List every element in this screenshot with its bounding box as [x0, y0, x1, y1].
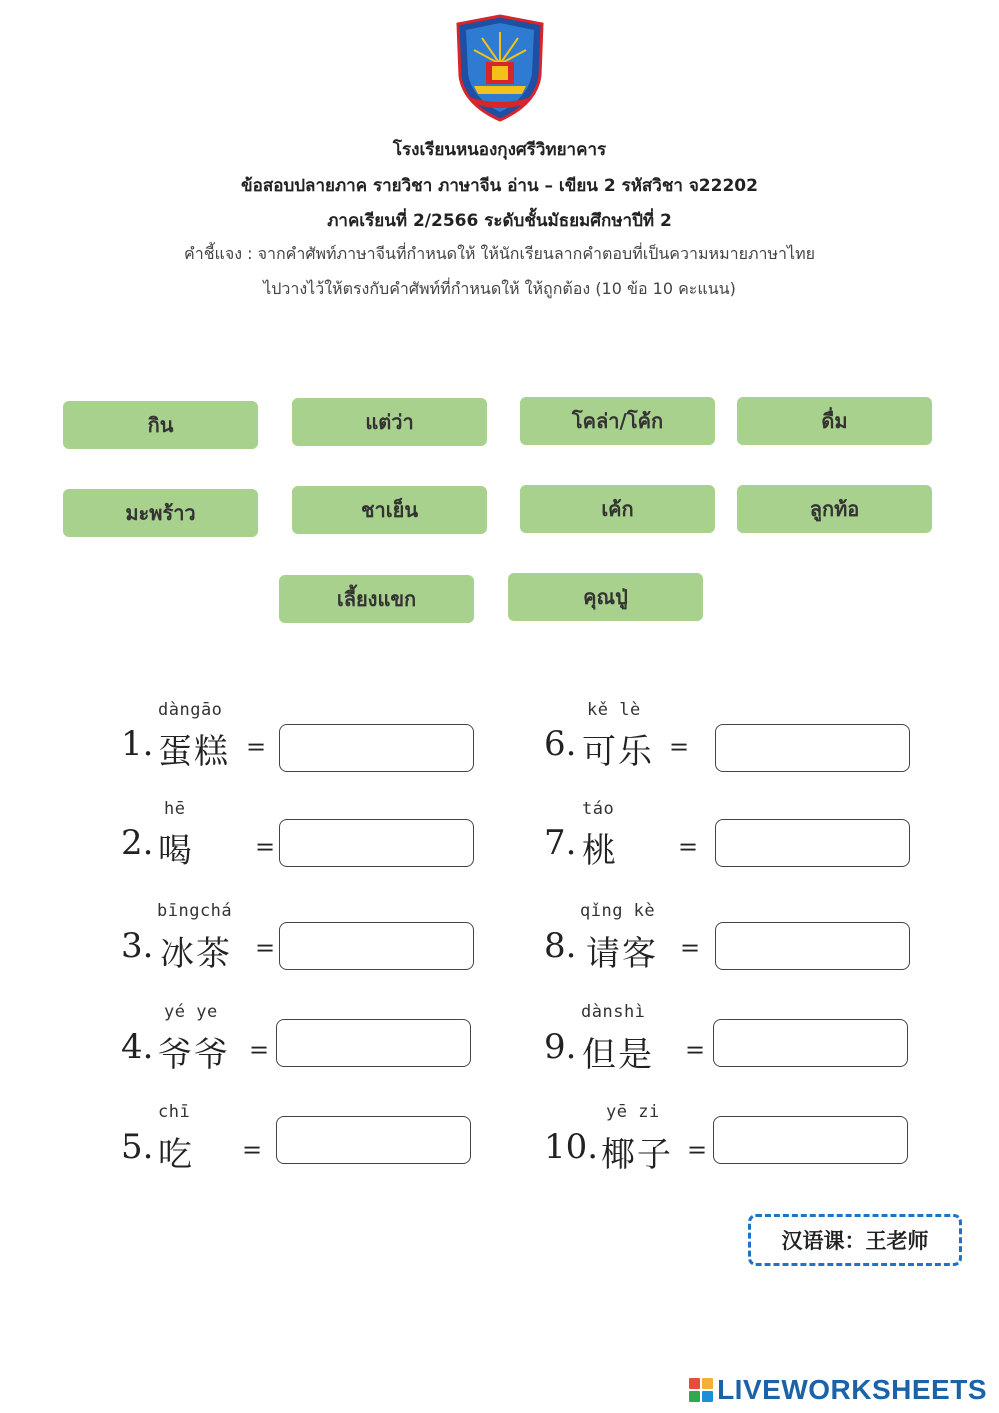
equals-sign: =: [255, 833, 276, 861]
chinese-word: 但是: [582, 1035, 654, 1075]
question-number: 7.: [544, 823, 577, 863]
chinese-word: 请客: [586, 934, 658, 974]
chinese-word: 蛋糕: [158, 732, 230, 772]
teacher-tag: 汉语课：王老师: [748, 1214, 962, 1266]
question-number: 9.: [544, 1027, 577, 1067]
choice-chip[interactable]: มะพร้าว: [63, 489, 258, 537]
choice-chip[interactable]: ลูกท้อ: [737, 485, 932, 533]
answer-drop-box[interactable]: [715, 819, 910, 867]
equals-sign: =: [249, 1036, 270, 1064]
chinese-word: 冰茶: [160, 934, 232, 974]
brand-squares-icon: [689, 1378, 713, 1402]
equals-sign: =: [687, 1136, 708, 1164]
pinyin: yé ye: [164, 1002, 218, 1022]
question-number: 4.: [121, 1027, 154, 1067]
pinyin: bīngchá: [157, 901, 233, 921]
pinyin: dànshì: [581, 1002, 646, 1022]
choice-chip[interactable]: เค้ก: [520, 485, 715, 533]
answer-drop-box[interactable]: [715, 724, 910, 772]
choice-chip[interactable]: ชาเย็น: [292, 486, 487, 534]
equals-sign: =: [669, 733, 690, 761]
answer-drop-box[interactable]: [279, 922, 474, 970]
question-number: 5.: [121, 1127, 154, 1167]
question-number: 8.: [544, 926, 577, 966]
pinyin: kě lè: [587, 700, 641, 720]
pinyin: hē: [164, 799, 186, 819]
pinyin: qǐng kè: [580, 901, 656, 921]
instruction-line-2: ไปวางไว้ให้ตรงกับคำศัพท์ที่กำหนดให้ ให้ถูกต้อง (10 ข้อ 10 คะแนน): [263, 279, 736, 298]
equals-sign: =: [255, 934, 276, 962]
choice-chip[interactable]: แต่ว่า: [292, 398, 487, 446]
chinese-word: 喝: [158, 831, 194, 871]
equals-sign: =: [678, 833, 699, 861]
choice-chip[interactable]: คุณปู่: [508, 573, 703, 621]
liveworksheets-logo: [689, 1374, 987, 1406]
school-crest-icon: [452, 14, 548, 122]
pinyin: táo: [582, 799, 615, 819]
choice-chip[interactable]: กิน: [63, 401, 258, 449]
chinese-word: 桃: [582, 831, 618, 871]
equals-sign: =: [680, 934, 701, 962]
school-name: โรงเรียนหนองกุงศรีวิทยาคาร: [392, 140, 607, 160]
question-number: 6.: [544, 724, 577, 764]
answer-drop-box[interactable]: [279, 724, 474, 772]
answer-drop-box[interactable]: [279, 819, 474, 867]
chinese-word: 可乐: [582, 732, 654, 772]
chinese-word: 吃: [158, 1135, 194, 1175]
choice-chip[interactable]: ดื่ม: [737, 397, 932, 445]
answer-drop-box[interactable]: [276, 1116, 471, 1164]
term-line: ภาคเรียนที่ 2/2566 ระดับชั้นมัธยมศึกษาปีที่ 2: [327, 211, 672, 231]
pinyin: dàngāo: [158, 700, 223, 720]
choice-chip[interactable]: โคล่า/โค้ก: [520, 397, 715, 445]
chinese-word: 爷爷: [158, 1035, 230, 1075]
question-number: 2.: [121, 823, 154, 863]
chinese-word: 椰子: [601, 1135, 673, 1175]
answer-drop-box[interactable]: [276, 1019, 471, 1067]
choice-chip[interactable]: เลี้ยงแขก: [279, 575, 474, 623]
answer-drop-box[interactable]: [715, 922, 910, 970]
question-number: 10.: [544, 1127, 599, 1167]
brand-name: LIVEWORKSHEETS: [717, 1374, 987, 1405]
equals-sign: =: [242, 1136, 263, 1164]
exam-title: ข้อสอบปลายภาค รายวิชา ภาษาจีน อ่าน – เขียน 2 รหัสวิชา จ22202: [241, 176, 758, 196]
instruction-line-1: คำชี้แจง : จากคำศัพท์ภาษาจีนที่กำหนดให้ ให้นักเรียนลากคำตอบที่เป็นความหมายภาษาไทย: [184, 244, 815, 263]
answer-drop-box[interactable]: [713, 1019, 908, 1067]
question-number: 1.: [121, 724, 154, 764]
equals-sign: =: [246, 733, 267, 761]
pinyin: yē zi: [606, 1102, 660, 1122]
equals-sign: =: [685, 1036, 706, 1064]
pinyin: chī: [158, 1102, 191, 1122]
answer-drop-box[interactable]: [713, 1116, 908, 1164]
question-number: 3.: [121, 926, 154, 966]
